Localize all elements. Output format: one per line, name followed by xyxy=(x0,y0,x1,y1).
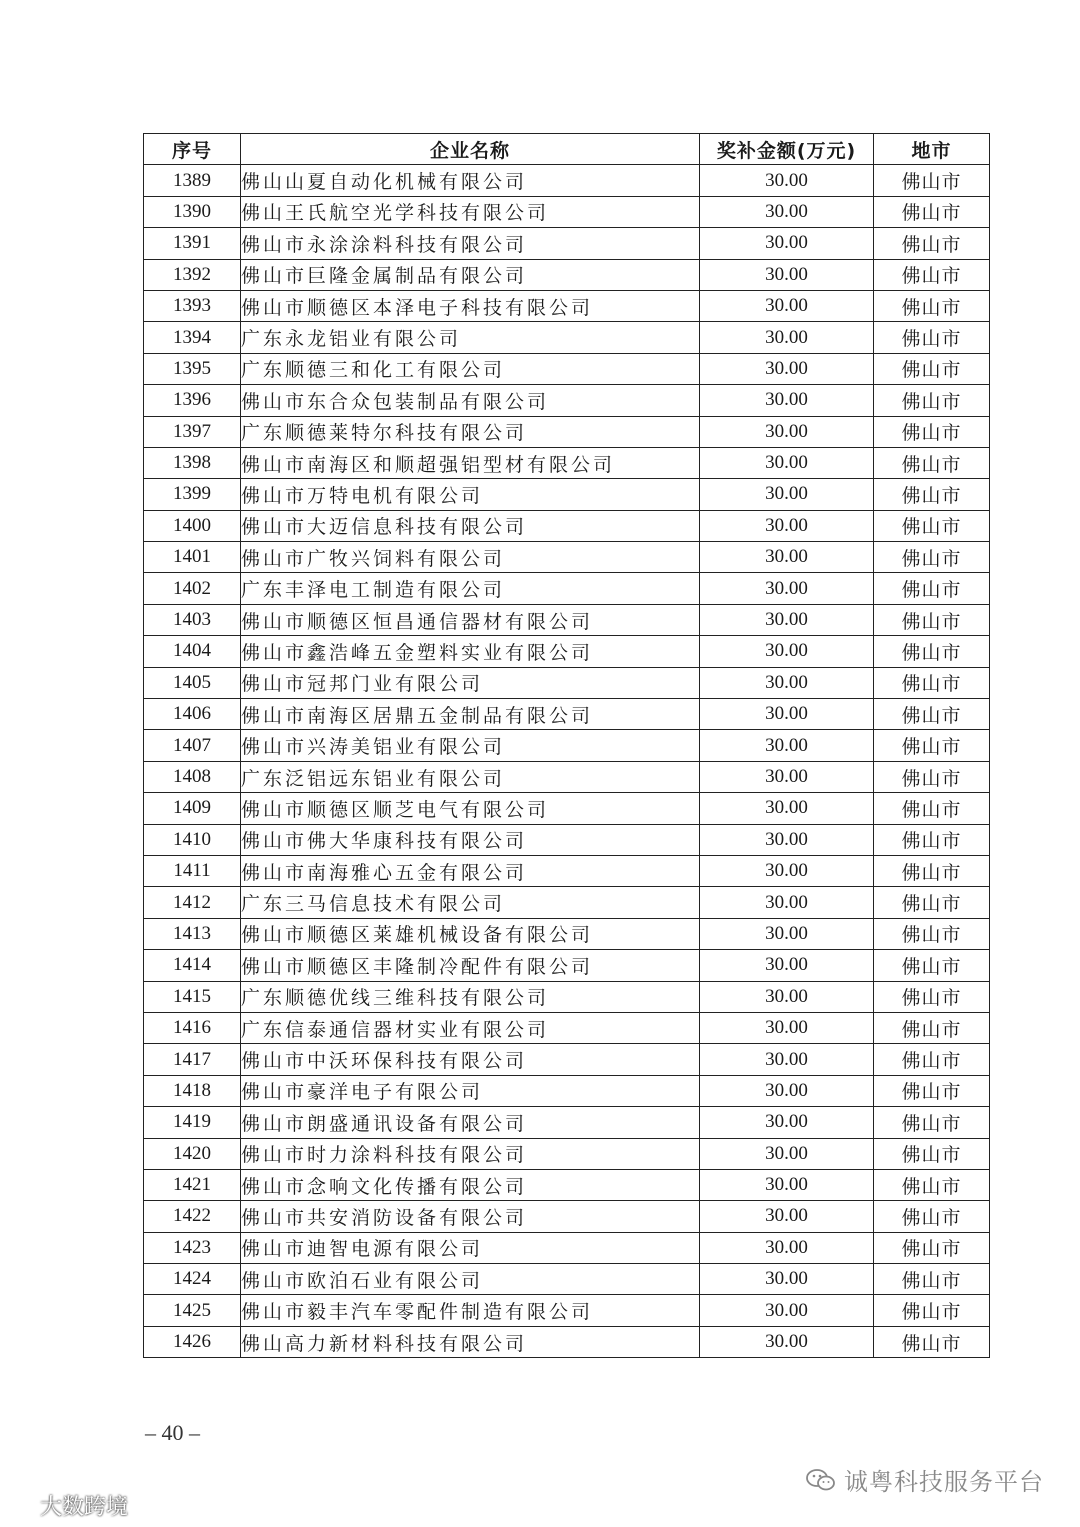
cell-company-name: 佛山市毅丰汽车零配件制造有限公司 xyxy=(241,1295,700,1326)
cell-city: 佛山市 xyxy=(874,636,990,667)
watermark-right xyxy=(806,1462,1044,1497)
cell-city: 佛山市 xyxy=(874,228,990,259)
cell-seq: 1409 xyxy=(144,793,241,824)
cell-city: 佛山市 xyxy=(874,1138,990,1169)
cell-city: 佛山市 xyxy=(874,542,990,573)
table-header xyxy=(144,134,990,165)
table-row xyxy=(144,416,990,447)
cell-seq: 1425 xyxy=(144,1295,241,1326)
cell-amount: 30.00 xyxy=(700,1326,874,1357)
weibo-icon xyxy=(6,1494,36,1518)
cell-seq: 1399 xyxy=(144,479,241,510)
cell-seq: 1408 xyxy=(144,761,241,792)
cell-amount: 30.00 xyxy=(700,322,874,353)
cell-city: 佛山市 xyxy=(874,259,990,290)
table-row xyxy=(144,196,990,227)
table-row xyxy=(144,981,990,1012)
table-row xyxy=(144,447,990,478)
table-row xyxy=(144,855,990,886)
cell-company-name: 广东顺德优线三维科技有限公司 xyxy=(241,981,700,1012)
watermark-right-text: 诚粤科技服务平台 xyxy=(844,1468,1044,1496)
cell-company-name: 广东顺德三和化工有限公司 xyxy=(241,353,700,384)
cell-amount: 30.00 xyxy=(700,1044,874,1075)
cell-seq: 1423 xyxy=(144,1232,241,1263)
table-row xyxy=(144,573,990,604)
cell-amount: 30.00 xyxy=(700,573,874,604)
cell-amount: 30.00 xyxy=(700,353,874,384)
cell-amount: 30.00 xyxy=(700,761,874,792)
table-row xyxy=(144,228,990,259)
cell-city: 佛山市 xyxy=(874,1295,990,1326)
table-row xyxy=(144,479,990,510)
cell-amount: 30.00 xyxy=(700,981,874,1012)
cell-amount: 30.00 xyxy=(700,290,874,321)
cell-amount: 30.00 xyxy=(700,636,874,667)
cell-city: 佛山市 xyxy=(874,730,990,761)
cell-seq: 1411 xyxy=(144,855,241,886)
cell-seq: 1395 xyxy=(144,353,241,384)
watermark-left-text: 大数跨境 xyxy=(40,1495,129,1520)
cell-amount: 30.00 xyxy=(700,604,874,635)
cell-seq: 1416 xyxy=(144,1012,241,1043)
cell-amount: 30.00 xyxy=(700,1075,874,1106)
cell-city: 佛山市 xyxy=(874,573,990,604)
cell-company-name: 佛山市万特电机有限公司 xyxy=(241,479,700,510)
cell-seq: 1402 xyxy=(144,573,241,604)
enterprise-table xyxy=(143,133,990,1358)
cell-amount: 30.00 xyxy=(700,1232,874,1263)
cell-city: 佛山市 xyxy=(874,1201,990,1232)
cell-seq: 1417 xyxy=(144,1044,241,1075)
cell-seq: 1393 xyxy=(144,290,241,321)
cell-company-name: 佛山市迪智电源有限公司 xyxy=(241,1232,700,1263)
cell-city: 佛山市 xyxy=(874,353,990,384)
cell-city: 佛山市 xyxy=(874,950,990,981)
cell-city: 佛山市 xyxy=(874,385,990,416)
cell-city: 佛山市 xyxy=(874,918,990,949)
cell-company-name: 佛山市南海雅心五金有限公司 xyxy=(241,855,700,886)
cell-seq: 1421 xyxy=(144,1169,241,1200)
cell-amount: 30.00 xyxy=(700,1295,874,1326)
cell-seq: 1426 xyxy=(144,1326,241,1357)
cell-company-name: 佛山市巨隆金属制品有限公司 xyxy=(241,259,700,290)
cell-company-name: 佛山山夏自动化机械有限公司 xyxy=(241,165,700,196)
cell-city: 佛山市 xyxy=(874,793,990,824)
cell-company-name: 广东永龙铝业有限公司 xyxy=(241,322,700,353)
table-row xyxy=(144,353,990,384)
cell-seq: 1394 xyxy=(144,322,241,353)
cell-seq: 1424 xyxy=(144,1264,241,1295)
table-row xyxy=(144,1201,990,1232)
cell-city: 佛山市 xyxy=(874,510,990,541)
cell-company-name: 广东顺德莱特尔科技有限公司 xyxy=(241,416,700,447)
cell-amount: 30.00 xyxy=(700,1169,874,1200)
cell-amount: 30.00 xyxy=(700,824,874,855)
table-row xyxy=(144,542,990,573)
table-row xyxy=(144,1295,990,1326)
cell-seq: 1403 xyxy=(144,604,241,635)
cell-seq: 1420 xyxy=(144,1138,241,1169)
cell-city: 佛山市 xyxy=(874,1264,990,1295)
table-body xyxy=(144,165,990,1358)
table-row xyxy=(144,730,990,761)
header-city: 地市 xyxy=(874,134,990,165)
cell-company-name: 佛山市欧泊石业有限公司 xyxy=(241,1264,700,1295)
table-row xyxy=(144,165,990,196)
header-row xyxy=(144,134,990,165)
cell-seq: 1419 xyxy=(144,1107,241,1138)
cell-city: 佛山市 xyxy=(874,887,990,918)
cell-city: 佛山市 xyxy=(874,290,990,321)
cell-company-name: 佛山市南海区居鼎五金制品有限公司 xyxy=(241,699,700,730)
cell-amount: 30.00 xyxy=(700,385,874,416)
cell-amount: 30.00 xyxy=(700,416,874,447)
cell-seq: 1396 xyxy=(144,385,241,416)
cell-company-name: 佛山市鑫浩峰五金塑料实业有限公司 xyxy=(241,636,700,667)
header-seq: 序号 xyxy=(144,134,241,165)
cell-seq: 1413 xyxy=(144,918,241,949)
cell-city: 佛山市 xyxy=(874,855,990,886)
table-row xyxy=(144,699,990,730)
table-row xyxy=(144,636,990,667)
table-row xyxy=(144,793,990,824)
cell-seq: 1410 xyxy=(144,824,241,855)
cell-city: 佛山市 xyxy=(874,196,990,227)
cell-city: 佛山市 xyxy=(874,1326,990,1357)
cell-city: 佛山市 xyxy=(874,1169,990,1200)
cell-amount: 30.00 xyxy=(700,1138,874,1169)
header-name: 企业名称 xyxy=(241,134,700,165)
cell-seq: 1406 xyxy=(144,699,241,730)
cell-amount: 30.00 xyxy=(700,165,874,196)
table-row xyxy=(144,950,990,981)
cell-company-name: 佛山市兴涛美铝业有限公司 xyxy=(241,730,700,761)
cell-company-name: 佛山市豪洋电子有限公司 xyxy=(241,1075,700,1106)
wechat-icon xyxy=(806,1468,836,1492)
cell-city: 佛山市 xyxy=(874,1075,990,1106)
cell-amount: 30.00 xyxy=(700,510,874,541)
cell-company-name: 广东丰泽电工制造有限公司 xyxy=(241,573,700,604)
cell-city: 佛山市 xyxy=(874,447,990,478)
cell-amount: 30.00 xyxy=(700,950,874,981)
table-row xyxy=(144,918,990,949)
table-row xyxy=(144,385,990,416)
cell-amount: 30.00 xyxy=(700,1264,874,1295)
cell-company-name: 佛山市永涂涂料科技有限公司 xyxy=(241,228,700,259)
cell-company-name: 佛山市广牧兴饲料有限公司 xyxy=(241,542,700,573)
cell-city: 佛山市 xyxy=(874,667,990,698)
cell-company-name: 佛山市念响文化传播有限公司 xyxy=(241,1169,700,1200)
cell-company-name: 佛山市佛大华康科技有限公司 xyxy=(241,824,700,855)
table-row xyxy=(144,604,990,635)
table-row xyxy=(144,887,990,918)
table-row xyxy=(144,1264,990,1295)
cell-city: 佛山市 xyxy=(874,761,990,792)
page-number: – 40 – xyxy=(145,1420,200,1445)
cell-company-name: 广东泛铝远东铝业有限公司 xyxy=(241,761,700,792)
cell-city: 佛山市 xyxy=(874,1044,990,1075)
cell-amount: 30.00 xyxy=(700,259,874,290)
cell-city: 佛山市 xyxy=(874,604,990,635)
header-amount: 奖补金额(万元) xyxy=(700,134,874,165)
cell-company-name: 佛山市大迈信息科技有限公司 xyxy=(241,510,700,541)
cell-company-name: 佛山市中沃环保科技有限公司 xyxy=(241,1044,700,1075)
cell-city: 佛山市 xyxy=(874,1232,990,1263)
cell-company-name: 佛山市共安消防设备有限公司 xyxy=(241,1201,700,1232)
cell-city: 佛山市 xyxy=(874,981,990,1012)
table-row xyxy=(144,510,990,541)
cell-amount: 30.00 xyxy=(700,479,874,510)
cell-seq: 1404 xyxy=(144,636,241,667)
cell-company-name: 广东三马信息技术有限公司 xyxy=(241,887,700,918)
cell-seq: 1412 xyxy=(144,887,241,918)
cell-company-name: 佛山市时力涂料科技有限公司 xyxy=(241,1138,700,1169)
cell-seq: 1422 xyxy=(144,1201,241,1232)
cell-seq: 1418 xyxy=(144,1075,241,1106)
cell-seq: 1405 xyxy=(144,667,241,698)
cell-seq: 1414 xyxy=(144,950,241,981)
cell-amount: 30.00 xyxy=(700,1107,874,1138)
cell-company-name: 佛山市顺德区恒昌通信器材有限公司 xyxy=(241,604,700,635)
cell-seq: 1391 xyxy=(144,228,241,259)
cell-city: 佛山市 xyxy=(874,824,990,855)
cell-city: 佛山市 xyxy=(874,416,990,447)
cell-company-name: 佛山市东合众包装制品有限公司 xyxy=(241,385,700,416)
table-row xyxy=(144,1044,990,1075)
table-row xyxy=(144,824,990,855)
cell-seq: 1397 xyxy=(144,416,241,447)
cell-seq: 1389 xyxy=(144,165,241,196)
cell-amount: 30.00 xyxy=(700,447,874,478)
cell-company-name: 佛山市冠邦门业有限公司 xyxy=(241,667,700,698)
cell-amount: 30.00 xyxy=(700,667,874,698)
table-row xyxy=(144,1326,990,1357)
cell-seq: 1407 xyxy=(144,730,241,761)
cell-amount: 30.00 xyxy=(700,196,874,227)
table-row xyxy=(144,290,990,321)
cell-company-name: 佛山市顺德区丰隆制冷配件有限公司 xyxy=(241,950,700,981)
cell-amount: 30.00 xyxy=(700,1012,874,1043)
cell-city: 佛山市 xyxy=(874,322,990,353)
cell-company-name: 佛山市朗盛通讯设备有限公司 xyxy=(241,1107,700,1138)
cell-amount: 30.00 xyxy=(700,918,874,949)
table-row xyxy=(144,667,990,698)
cell-company-name: 佛山市顺德区顺芝电气有限公司 xyxy=(241,793,700,824)
table-row xyxy=(144,1169,990,1200)
table-row xyxy=(144,1138,990,1169)
cell-amount: 30.00 xyxy=(700,699,874,730)
cell-city: 佛山市 xyxy=(874,165,990,196)
cell-amount: 30.00 xyxy=(700,855,874,886)
cell-company-name: 佛山王氏航空光学科技有限公司 xyxy=(241,196,700,227)
cell-company-name: 佛山高力新材料科技有限公司 xyxy=(241,1326,700,1357)
cell-seq: 1392 xyxy=(144,259,241,290)
cell-company-name: 佛山市南海区和顺超强铝型材有限公司 xyxy=(241,447,700,478)
cell-city: 佛山市 xyxy=(874,1012,990,1043)
cell-company-name: 佛山市顺德区本泽电子科技有限公司 xyxy=(241,290,700,321)
table-row xyxy=(144,322,990,353)
cell-amount: 30.00 xyxy=(700,542,874,573)
cell-amount: 30.00 xyxy=(700,793,874,824)
cell-amount: 30.00 xyxy=(700,887,874,918)
cell-seq: 1415 xyxy=(144,981,241,1012)
cell-seq: 1398 xyxy=(144,447,241,478)
watermark-left xyxy=(6,1490,128,1521)
cell-seq: 1390 xyxy=(144,196,241,227)
table-row xyxy=(144,1232,990,1263)
table-row xyxy=(144,761,990,792)
cell-company-name: 广东信泰通信器材实业有限公司 xyxy=(241,1012,700,1043)
table-row xyxy=(144,259,990,290)
cell-city: 佛山市 xyxy=(874,479,990,510)
cell-seq: 1400 xyxy=(144,510,241,541)
cell-seq: 1401 xyxy=(144,542,241,573)
table-row xyxy=(144,1075,990,1106)
cell-company-name: 佛山市顺德区莱雄机械设备有限公司 xyxy=(241,918,700,949)
cell-amount: 30.00 xyxy=(700,1201,874,1232)
cell-amount: 30.00 xyxy=(700,730,874,761)
table-row xyxy=(144,1012,990,1043)
cell-city: 佛山市 xyxy=(874,1107,990,1138)
table-row xyxy=(144,1107,990,1138)
cell-amount: 30.00 xyxy=(700,228,874,259)
cell-city: 佛山市 xyxy=(874,699,990,730)
